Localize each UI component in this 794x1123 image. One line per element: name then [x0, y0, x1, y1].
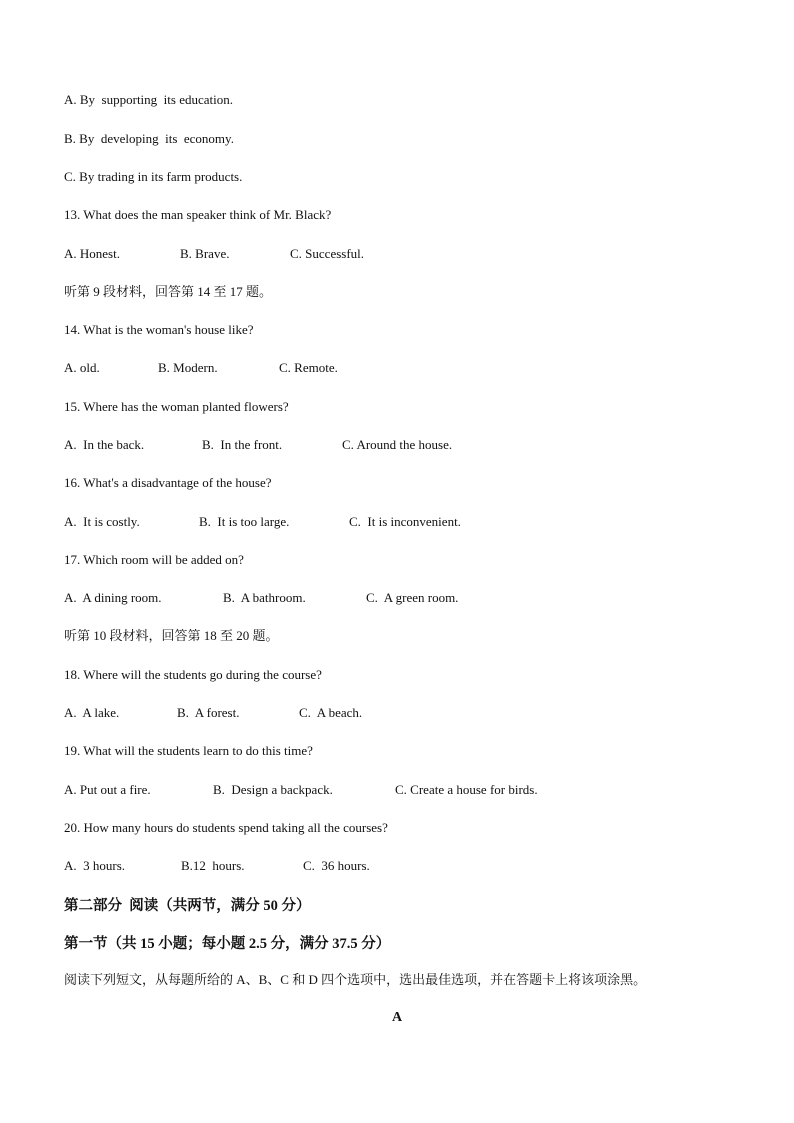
- q15-option-c: C. Around the house.: [342, 437, 453, 452]
- question-14: 14. What is the woman's house like?: [64, 322, 254, 337]
- q16-option-a: A. It is costly.: [64, 514, 140, 529]
- q17-option-b: B. A bathroom.: [223, 590, 306, 605]
- q17-option-a: A. A dining room.: [64, 590, 162, 605]
- part-two-heading: 第二部分 阅读（共两节，满分 50 分）: [64, 898, 311, 914]
- instruction-segment-10: 听第 10 段材料，回答第 18 至 20 题。: [64, 628, 279, 643]
- q12-option-b: B. By developing its economy.: [64, 131, 234, 146]
- q20-option-a: A. 3 hours.: [64, 858, 126, 873]
- q15-option-b: B. In the front.: [202, 437, 283, 452]
- q19-option-a: A. Put out a fire.: [64, 782, 151, 797]
- q13-options: [64, 246, 764, 262]
- q16-option-c: C. It is inconvenient.: [349, 514, 461, 529]
- q14-option-c: C. Remote.: [279, 360, 338, 375]
- q14-option-a: A. old.: [64, 360, 100, 375]
- section-one-heading: 第一节（共 15 小题；每小题 2.5 分，满分 37.5 分）: [64, 936, 391, 952]
- q20-option-b: B.12 hours.: [181, 858, 245, 873]
- q19-options: [64, 782, 764, 798]
- q14-options: [64, 360, 764, 376]
- q13-option-b: B. Brave.: [180, 246, 230, 261]
- q13-option-c: C. Successful.: [290, 246, 365, 261]
- question-13: 13. What does the man speaker think of Mr. Black?: [64, 207, 332, 222]
- question-16: 16. What's a disadvantage of the house?: [64, 475, 272, 490]
- q20-options: [64, 858, 764, 874]
- passage-label: A: [391, 1010, 403, 1025]
- q18-option-c: C. A beach.: [299, 705, 363, 720]
- q12-option-a: A. By supporting its education.: [64, 92, 233, 107]
- q16-option-b: B. It is too large.: [199, 514, 290, 529]
- question-20: 20. How many hours do students spend taking all the courses?: [64, 820, 388, 835]
- q18-option-a: A. A lake.: [64, 705, 120, 720]
- q16-options: [64, 514, 764, 530]
- q20-option-c: C. 36 hours.: [303, 858, 370, 873]
- q19-option-c: C. Create a house for birds.: [395, 782, 538, 797]
- q13-option-a: A. Honest.: [64, 246, 120, 261]
- q19-option-b: B. Design a backpack.: [213, 782, 333, 797]
- reading-instruction: 阅读下列短文，从每题所给的 A、B、C 和 D 四个选项中，选出最佳选项，并在答题卡上将该项涂黑。: [64, 972, 647, 987]
- q17-option-c: C. A green room.: [366, 590, 459, 605]
- q18-options: [64, 705, 764, 721]
- question-15: 15. Where has the woman planted flowers?: [64, 399, 289, 414]
- q12-option-c: C. By trading in its farm products.: [64, 169, 243, 184]
- q17-options: [64, 590, 764, 606]
- q15-option-a: A. In the back.: [64, 437, 145, 452]
- question-18: 18. Where will the students go during the course?: [64, 667, 322, 682]
- question-17: 17. Which room will be added on?: [64, 552, 244, 567]
- q15-options: [64, 437, 764, 453]
- q14-option-b: B. Modern.: [158, 360, 218, 375]
- question-19: 19. What will the students learn to do this time?: [64, 743, 313, 758]
- instruction-segment-9: 听第 9 段材料，回答第 14 至 17 题。: [64, 284, 273, 299]
- q18-option-b: B. A forest.: [177, 705, 240, 720]
